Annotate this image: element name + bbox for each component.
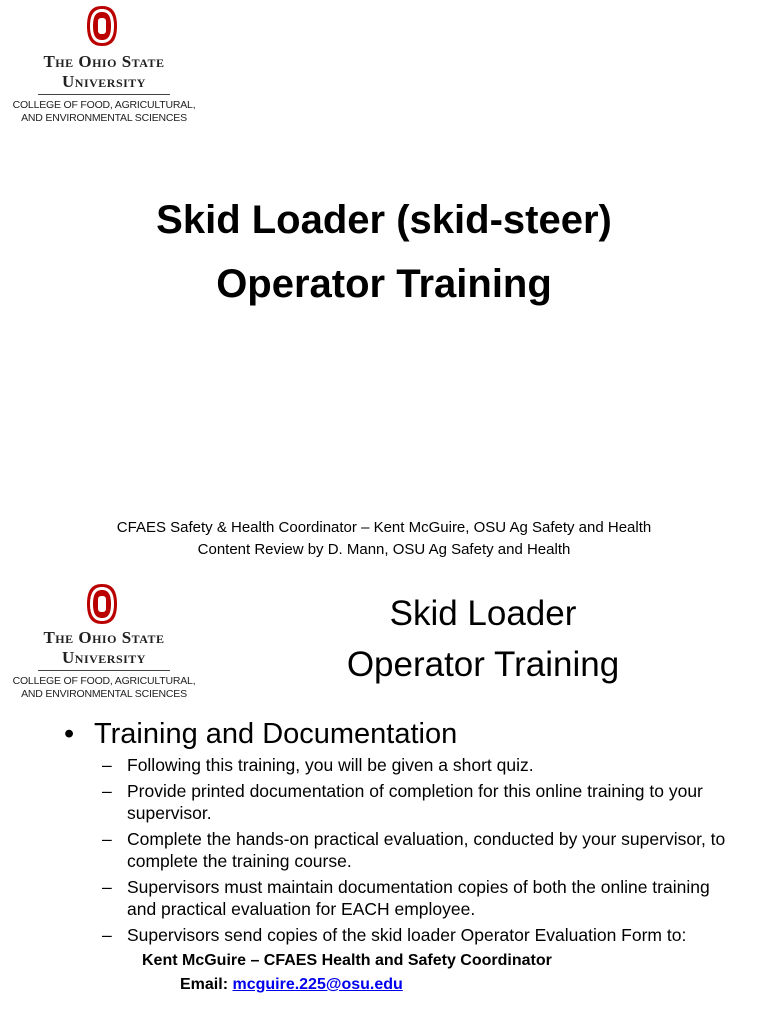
bullet-text: Training and Documentation	[94, 718, 458, 750]
dash-icon: –	[102, 877, 112, 897]
sub-item-text: Supervisors must maintain documentation copies of both the online training and practical evaluation for EACH employee.	[127, 877, 710, 919]
credit-line1: CFAES Safety & Health Coordinator – Kent McGuire, OSU Ag Safety and Health	[116, 519, 652, 536]
contact-email-line	[180, 974, 742, 996]
credit-line2: Content Review by D. Mann, OSU Ag Safety and Health	[197, 541, 571, 558]
sub-item	[62, 924, 742, 946]
logo-college-line1: COLLEGE OF FOOD, AGRICULTURAL,	[12, 99, 196, 111]
sub-item	[62, 876, 742, 920]
bullet-dot-icon: •	[64, 718, 75, 750]
logo-name-line2: University	[62, 648, 146, 667]
logo-college-line2: AND ENVIRONMENTAL SCIENCES	[21, 112, 187, 124]
slide1-title-line1: Skid Loader (skid-steer)	[156, 198, 612, 242]
logo-name-line1: The Ohio State	[43, 628, 165, 647]
sub-item-text: Supervisors send copies of the skid loader Operator Evaluation Form to:	[127, 925, 687, 945]
dash-icon: –	[102, 781, 112, 801]
bullet-list	[62, 714, 742, 996]
sub-item	[62, 828, 742, 872]
contact-email-link[interactable]: mcguire.225@osu.edu	[232, 976, 403, 993]
sub-item-text: Following this training, you will be given a short quiz.	[127, 755, 534, 775]
dash-icon: –	[102, 829, 112, 849]
logo-divider	[38, 94, 170, 95]
sub-item-text: Complete the hands-on practical evaluation, conducted by your supervisor, to complete the training course.	[127, 829, 726, 871]
block-o-icon	[84, 582, 120, 626]
logo-name-line2: University	[62, 72, 146, 91]
dash-icon: –	[102, 925, 112, 945]
sub-item-text: Provide printed documentation of completion for this online training to your supervisor.	[127, 781, 703, 823]
bullet-item	[62, 714, 742, 754]
logo-name-line1: The Ohio State	[43, 52, 165, 71]
dash-icon: –	[102, 755, 112, 775]
logo-college-line1: COLLEGE OF FOOD, AGRICULTURAL,	[12, 675, 196, 687]
slide1-credits	[0, 517, 768, 561]
slide2-title-line2: Operator Training	[346, 645, 620, 684]
slide1-title-line2: Operator Training	[216, 262, 552, 306]
slide1-title	[0, 188, 768, 316]
sub-list	[62, 754, 742, 946]
sub-item	[62, 754, 742, 776]
sub-item	[62, 780, 742, 824]
slide2-title-line1: Skid Loader	[389, 594, 577, 633]
logo-college-line2: AND ENVIRONMENTAL SCIENCES	[21, 688, 187, 700]
contact-name: Kent McGuire – CFAES Health and Safety Coordinator	[142, 952, 552, 969]
block-o-icon	[84, 4, 120, 48]
contact-email-label: Email:	[180, 976, 229, 993]
content-slide	[0, 570, 768, 1024]
logo-divider	[38, 670, 170, 671]
slide2-title	[310, 588, 656, 690]
